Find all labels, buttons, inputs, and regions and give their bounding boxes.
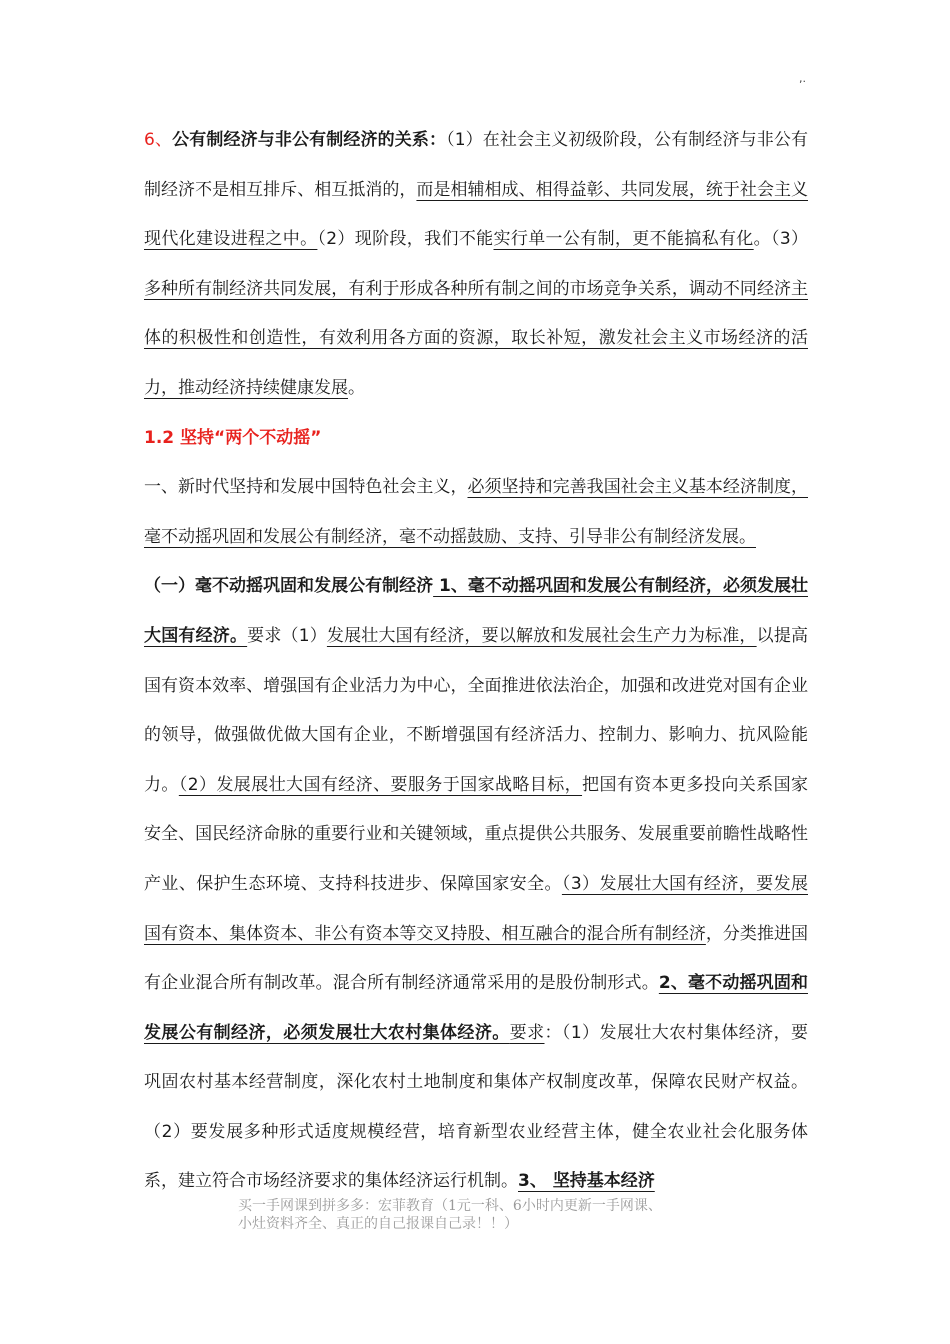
document-body [144,116,808,1207]
paragraph-6: 6、公有制经济与非公有制经济的关系：（1）在社会主义初级阶段，公有制经济与非公有制经济不是相互排斥、相互抵消的，而是相辅相成、相得益彰、共同发展，统于社会主义现代化建设进程之中。（2）现阶段，我们不能实行单一公有制，更不能搞私有化。（3）多种所有制经济共同发展，有利于形成各种所有制之间的市场竞争关系，调动不同经济主体的积极性和创造性，有效利用各方面的资源，取长补短，激发社会主义市场经济的活力，推动经济持续健康发展。 [144,130,809,398]
footer-line-2: 小灶资料齐全、真正的自己报课自己录！！） [238,1216,518,1232]
footer-line-1: 买一手网课到拼多多：宏菲教育（1元一科、6小时内更新一手网课、 [238,1198,662,1214]
item-number: 6、 [144,130,173,150]
subsection-title: （一）毫不动摇巩固和发展公有制经济 [144,576,434,597]
paragraph-1: 一、新时代坚持和发展中国特色社会主义，必须坚持和完善我国社会主义基本经济制度，毫不动摇巩固和发展公有制经济，毫不动摇鼓励、支持、引导非公有制经济发展。 [144,477,808,547]
corner-mark: ,. [799,72,806,85]
footer-watermark [238,1197,758,1233]
paragraph-6-title: 公有制经济与非公有制经济的关系： [172,130,447,150]
section-heading: 1.2 坚持“两个不动摇” [144,427,322,448]
paragraph-2: （一）毫不动摇巩固和发展公有制经济 1、毫不动摇巩固和发展公有制经济，必须发展壮大国有经济。要求（1）发展壮大国有经济，要以解放和发展社会生产力为标准，以提高国有资本效率、增强国有企业活力为中心，全面推进依法治企，加强和改进党对国有企业的领导，做强做优做大国有企业，不断增强国有经济活力、控制力、影响力、抗风险能力。（2）发展展壮大国有经济、要服务于国家战略目标，把国有资本更多投向关系国家安全、国民经济命脉的重要行业和关键领域，重点提供公共服务、发展重要前瞻性战略性产业、保护生态环境、支持科技进步、保障国家安全。（3）发展壮大国有经济，要发展国有资本、集体资本、非公有资本等交叉持股、相互融合的混合所有制经济，分类推进国有企业混合所有制改革。混合所有制经济通常采用的是股份制形式。2、毫不动摇巩固和发展公有制经济，必须发展壮大农村集体经济。要求：（1）发展壮大农村集体经济，要巩固农村基本经营制度，深化农村土地制度和集体产权制度改革，保障农民财产权益。（2）要发展多种形式适度规模经营，培育新型农业经营主体，健全农业社会化服务体系，建立符合市场经济要求的集体经济运行机制。3、 坚持基本经济 [144,576,809,1192]
